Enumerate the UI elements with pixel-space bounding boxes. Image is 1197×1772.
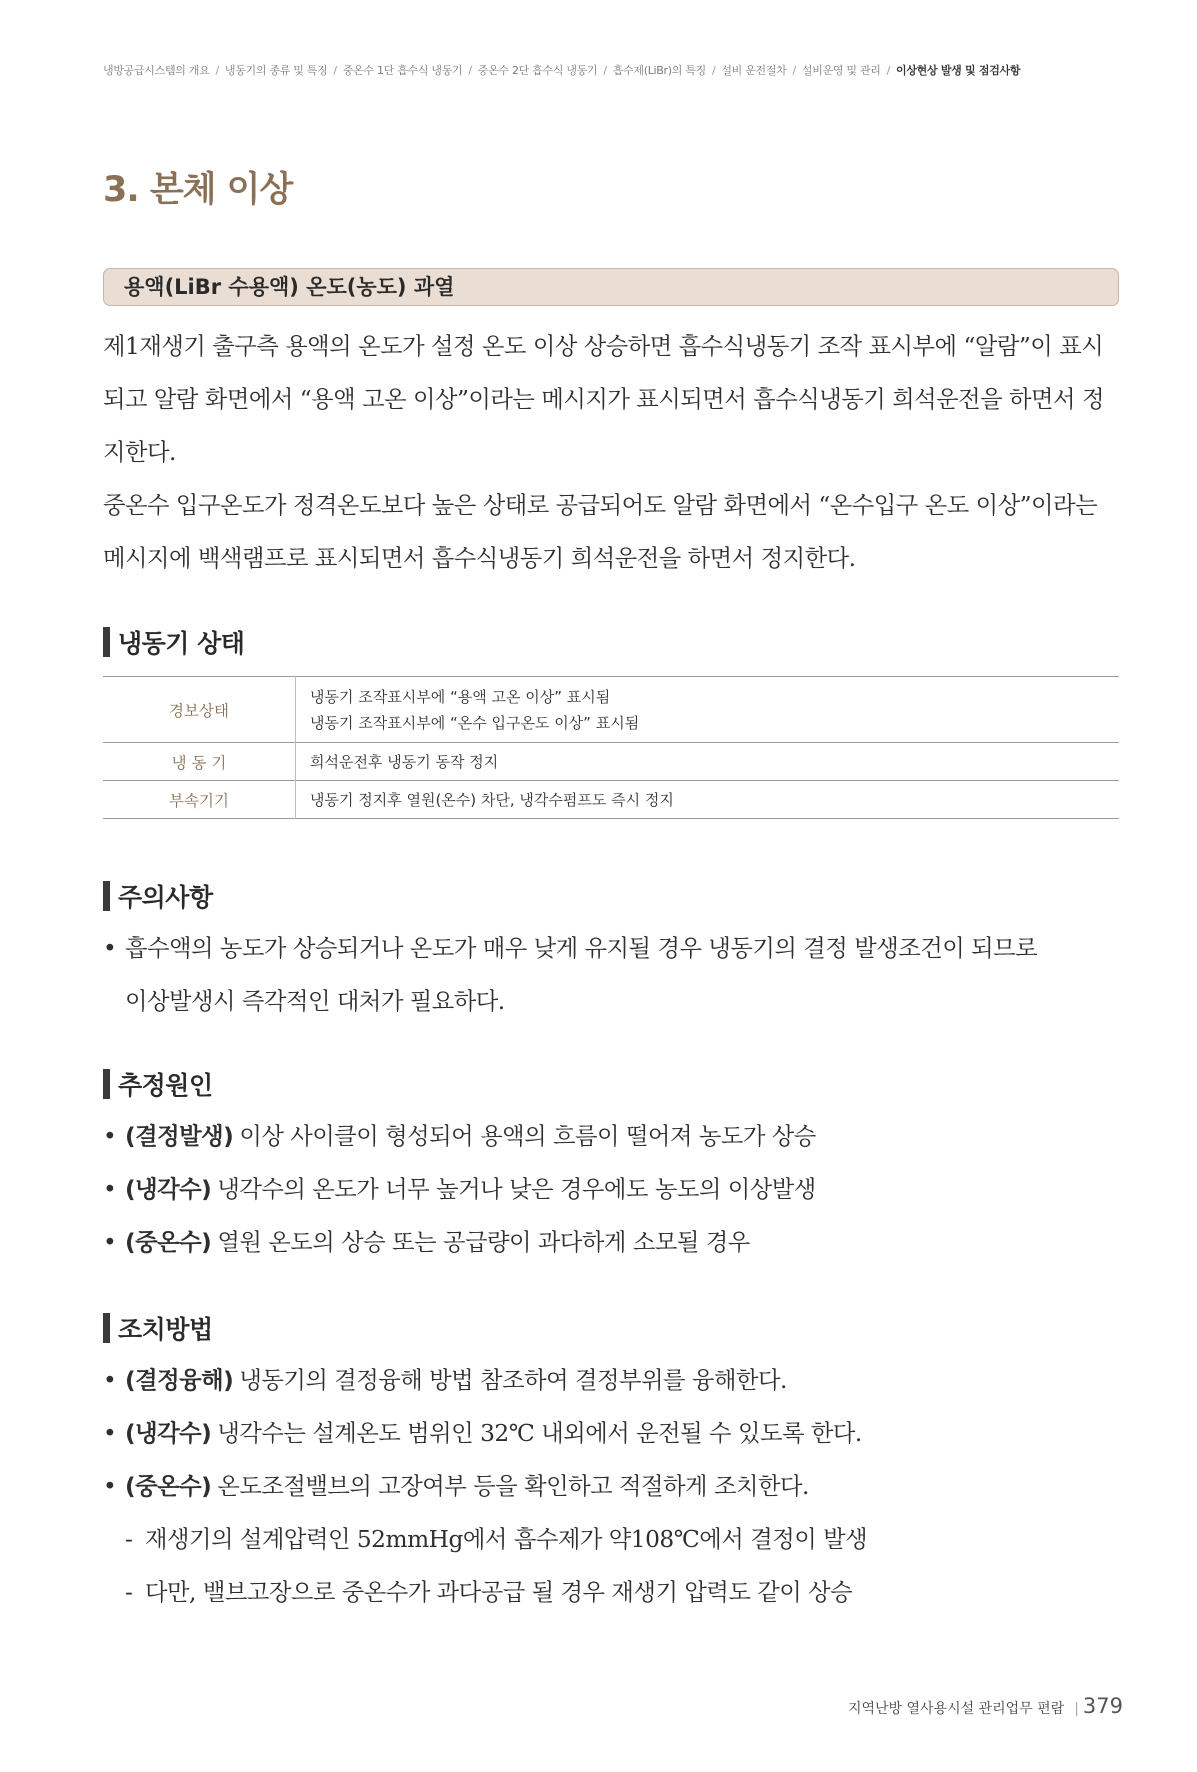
- breadcrumb-item: 설비 운전절차: [721, 64, 787, 77]
- caution-list: [103, 922, 1123, 1028]
- breadcrumb-item: 흡수제(LiBr)의 특징: [612, 64, 706, 77]
- breadcrumb-current: 이상현상 발생 및 점검사항: [896, 64, 1021, 77]
- heading-marker: [103, 627, 110, 657]
- footer-book-title: 지역난방 열사용시설 관리업무 편람: [847, 1701, 1065, 1717]
- breadcrumb-separator: /: [333, 64, 337, 77]
- list-item: [103, 1110, 1123, 1163]
- actions-list: [103, 1354, 1123, 1619]
- status-table: [103, 676, 1119, 819]
- page-footer: [820, 1694, 1123, 1718]
- list-item: [103, 1354, 1123, 1407]
- cause-tag: (냉각수): [125, 1176, 212, 1203]
- list-item: [103, 1163, 1123, 1216]
- caution-heading: [103, 878, 213, 914]
- cause-text: 냉각수의 온도가 너무 높거나 낮은 경우에도 농도의 이상발생: [217, 1176, 816, 1203]
- action-tag: (냉각수): [125, 1420, 212, 1447]
- cause-text: 열원 온도의 상승 또는 공급량이 과다하게 소모될 경우: [217, 1229, 750, 1256]
- causes-list: [103, 1110, 1123, 1269]
- note-text: 다만, 밸브고장으로 중온수가 과다공급 될 경우 재생기 압력도 같이 상승: [145, 1579, 853, 1606]
- cause-text: 이상 사이클이 형성되어 용액의 흐름이 떨어져 농도가 상승: [239, 1123, 816, 1150]
- breadcrumb-separator: /: [603, 64, 607, 77]
- action-text: 냉동기의 결정융해 방법 참조하여 결정부위를 융해한다.: [239, 1367, 787, 1394]
- heading-marker: [103, 881, 110, 911]
- action-tag: (결정융해): [125, 1367, 234, 1394]
- cause-tag: (결정발생): [125, 1123, 234, 1150]
- bullet-dot: •: [103, 1229, 117, 1256]
- breadcrumb-separator: /: [886, 64, 891, 77]
- page-title: 3. 본체 이상: [103, 170, 293, 210]
- action-text: 온도조절밸브의 고장여부 등을 확인하고 적절하게 조치한다.: [217, 1473, 809, 1500]
- caution-text: 이상발생시 즉각적인 대처가 필요하다.: [125, 988, 505, 1015]
- row-value-line: 냉동기 조작표시부에 “용액 고온 이상” 표시됨: [310, 687, 611, 706]
- breadcrumb-item: 냉방공급시스템의 개요: [103, 64, 210, 77]
- breadcrumb-item: 냉동기의 종류 및 특징: [224, 64, 328, 77]
- bullet-dot: •: [103, 935, 117, 962]
- note-item: [103, 1513, 1123, 1566]
- breadcrumb-item: 설비운영 및 관리: [801, 64, 881, 77]
- bullet-dot: •: [103, 1473, 117, 1500]
- breadcrumb: [103, 62, 1123, 78]
- breadcrumb-item: 중온수 2단 흡수식 냉동기: [477, 64, 598, 77]
- caution-heading-label: 주의사항: [118, 883, 213, 912]
- heading-marker: [103, 1313, 110, 1343]
- row-value-line: 희석운전후 냉동기 동작 정지: [310, 752, 499, 771]
- breadcrumb-item: 중온수 1단 흡수식 냉동기: [342, 64, 463, 77]
- intro-paragraph: 중온수 입구온도가 정격온도보다 높은 상태로 공급되어도 알람 화면에서 “온수입구 온도 이상”이라는 메시지에 백색램프로 표시되면서 흡수식냉동기 희석운전을 하면서 정지한다.: [103, 492, 1098, 572]
- row-value: [296, 743, 1120, 781]
- breadcrumb-separator: /: [468, 64, 472, 77]
- row-value: [296, 781, 1120, 819]
- action-text: 냉각수는 설계온도 범위인 32℃ 내외에서 운전될 수 있도록 한다.: [217, 1420, 862, 1447]
- bullet-dot: •: [103, 1176, 117, 1203]
- causes-heading-label: 추정원인: [118, 1071, 213, 1100]
- list-item: [103, 1460, 1123, 1513]
- page-number: 379: [1082, 1694, 1123, 1718]
- row-value-line: 냉동기 조작표시부에 “온수 입구온도 이상” 표시됨: [310, 713, 640, 732]
- section-title: 용액(LiBr 수용액) 온도(농도) 과열: [103, 268, 1119, 306]
- actions-heading: [103, 1310, 213, 1346]
- cause-tag: (중온수): [125, 1229, 212, 1256]
- action-tag: (중온수): [125, 1473, 212, 1500]
- row-label: 경보상태: [103, 677, 296, 743]
- table-row: [103, 677, 1119, 743]
- actions-heading-label: 조치방법: [118, 1315, 213, 1344]
- breadcrumb-separator: /: [215, 64, 219, 77]
- table-row: [103, 781, 1119, 819]
- causes-heading: [103, 1066, 213, 1102]
- note-text: 재생기의 설계압력인 52mmHg에서 흡수제가 약108℃에서 결정이 발생: [145, 1526, 868, 1553]
- row-label: 냉 동 기: [103, 743, 296, 781]
- list-item: [103, 1407, 1123, 1460]
- intro-paragraph: 제1재생기 출구측 용액의 온도가 설정 온도 이상 상승하면 흡수식냉동기 조작 표시부에 “알람”이 표시되고 알람 화면에서 “용액 고온 이상”이라는 메시지가 표시되면서 흡수식냉동기 희석운전을 하면서 정지한다.: [103, 333, 1104, 466]
- status-heading-label: 냉동기 상태: [118, 629, 245, 658]
- list-item: [103, 922, 1123, 975]
- row-value: [296, 677, 1120, 743]
- dash-marker: -: [125, 1579, 133, 1606]
- status-heading: [103, 624, 244, 660]
- bullet-dot: •: [103, 1123, 117, 1150]
- footer-divider: |: [1074, 1701, 1079, 1717]
- list-item-continuation: [103, 975, 1123, 1028]
- row-label: 부속기기: [103, 781, 296, 819]
- breadcrumb-separator: /: [711, 64, 716, 77]
- row-value-line: 냉동기 정지후 열원(온수) 차단, 냉각수펌프도 즉시 정지: [310, 790, 674, 809]
- caution-text: 흡수액의 농도가 상승되거나 온도가 매우 낮게 유지될 경우 냉동기의 결정 발생조건이 되므로: [125, 935, 1038, 962]
- table-row: [103, 743, 1119, 781]
- breadcrumb-separator: /: [792, 64, 796, 77]
- heading-marker: [103, 1069, 110, 1099]
- dash-marker: -: [125, 1526, 133, 1553]
- bullet-dot: •: [103, 1420, 117, 1447]
- list-item: [103, 1216, 1123, 1269]
- intro-text: [103, 320, 1123, 585]
- bullet-dot: •: [103, 1367, 117, 1394]
- note-item: [103, 1566, 1123, 1619]
